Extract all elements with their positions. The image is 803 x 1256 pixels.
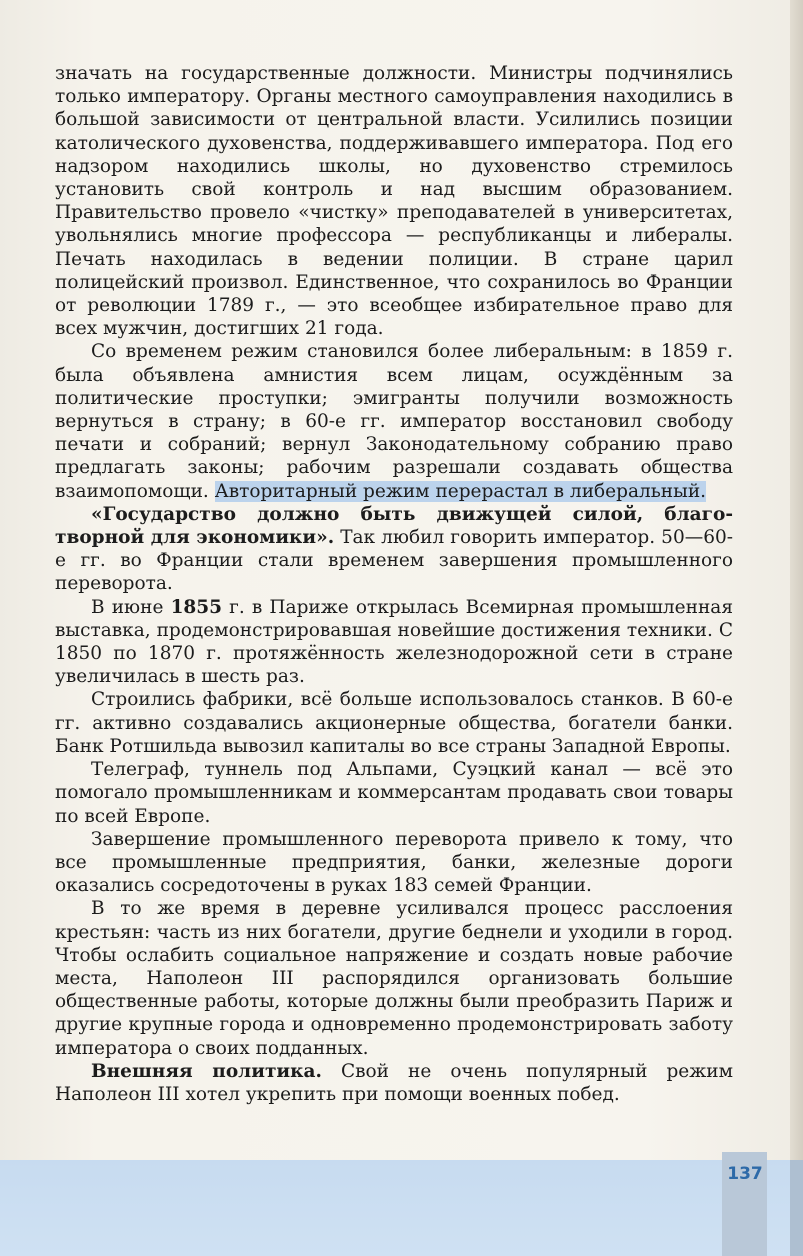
paragraph-4: [55, 596, 733, 689]
page-edge: [790, 0, 803, 1256]
paragraph-2-text: Со временем режим становился более либеральным: в 1859 г. была объявлена амнистия всем лицам, осуждённым за политические проступки; эмигранты получили возможность вернуться в страну; в 60-е гг. император восстановил свободу печати и собраний; вернул Законодательному собранию право предлагать законы; рабочим разрешали создавать общества взаимопомощи.: [55, 341, 733, 502]
paragraph-9-text: Свой не очень популярный режим Наполеон III хотел укрепить при помощи военных побед.: [55, 1060, 733, 1105]
year-1855: 1855: [170, 596, 223, 618]
page-number: 137: [727, 1164, 763, 1184]
paragraph-3-text: Так любил говорить император. 50—60-е гг. во Франции стали временем завершения промышленного переворота.: [55, 527, 734, 595]
main-text: [55, 62, 733, 1106]
paragraph-8: В то же время в деревне усиливался процесс расслоения крестьян: часть из них богатели, другие беднели и уходили в город. Чтобы ослабить социальное напряжение и создать новые рабочие места, Наполеон III распорядился организовать большие общественные работы, которые должны были преобразить Париж и другие крупные города и одновременно продемонстрировать заботу императора о своих подданных.: [55, 898, 733, 1059]
paragraph-9: [55, 1060, 733, 1106]
paragraph-4-text: г. в Париже открылась Всемирная промышленная выставка, продемонстрировавшая новейшие достижения техники. С 1850 по 1870 г. протяжённость железнодорожной сети в стране увеличилась в шесть раз.: [55, 596, 733, 688]
quote-bold: «Государство должно быть движущей силой, благотворной для экономики».: [55, 503, 733, 549]
paragraph-4-pre: В июне: [91, 596, 171, 618]
section-heading-foreign-policy: Внешняя политика.: [91, 1060, 322, 1082]
paragraph-6: Телеграф, туннель под Альпами, Суэцкий канал — всё это помогало промышленникам и коммерсантам продавать свои товары по всей Европе.: [55, 759, 733, 827]
paragraph-2: [55, 340, 733, 502]
paragraph-3: [55, 503, 733, 596]
paragraph-5: Строились фабрики, всё больше использовалось станков. В 60-е гг. активно создавались акционерные общества, богатели банки. Банк Ротшильда вывозил капиталы во все страны Западной Европы.: [55, 689, 733, 757]
page-edge-bottom: [790, 1160, 803, 1256]
highlighted-text: Авторитарный режим перерастал в либеральный.: [214, 480, 707, 502]
paragraph-7: Завершение промышленного переворота привело к тому, что все промышленные предприятия, банки, железные дороги оказались сосредоточены в руках 183 семей Франции.: [55, 828, 733, 897]
bottom-color-bar: [0, 1160, 803, 1256]
paragraph-1: значать на государственные должности. Министры подчинялись только императору. Органы местного самоуправления находились в большой зависимости от центральной власти. Усилились позиции католического духовенства, поддерживавшего императора. Под его надзором находились школы, но духовенство стремилось установить свой контроль и над высшим образованием. Правительство провело «чистку» преподавателей в университетах, увольнялись многие профессора — республиканцы и либералы. Печать находилась в ведении полиции. В стране царил полицейский произвол. Единственное, что сохранилось во Франции от революции 1789 г., — это всеобщее избирательное право для всех мужчин, достигших 21 года.: [55, 63, 733, 340]
